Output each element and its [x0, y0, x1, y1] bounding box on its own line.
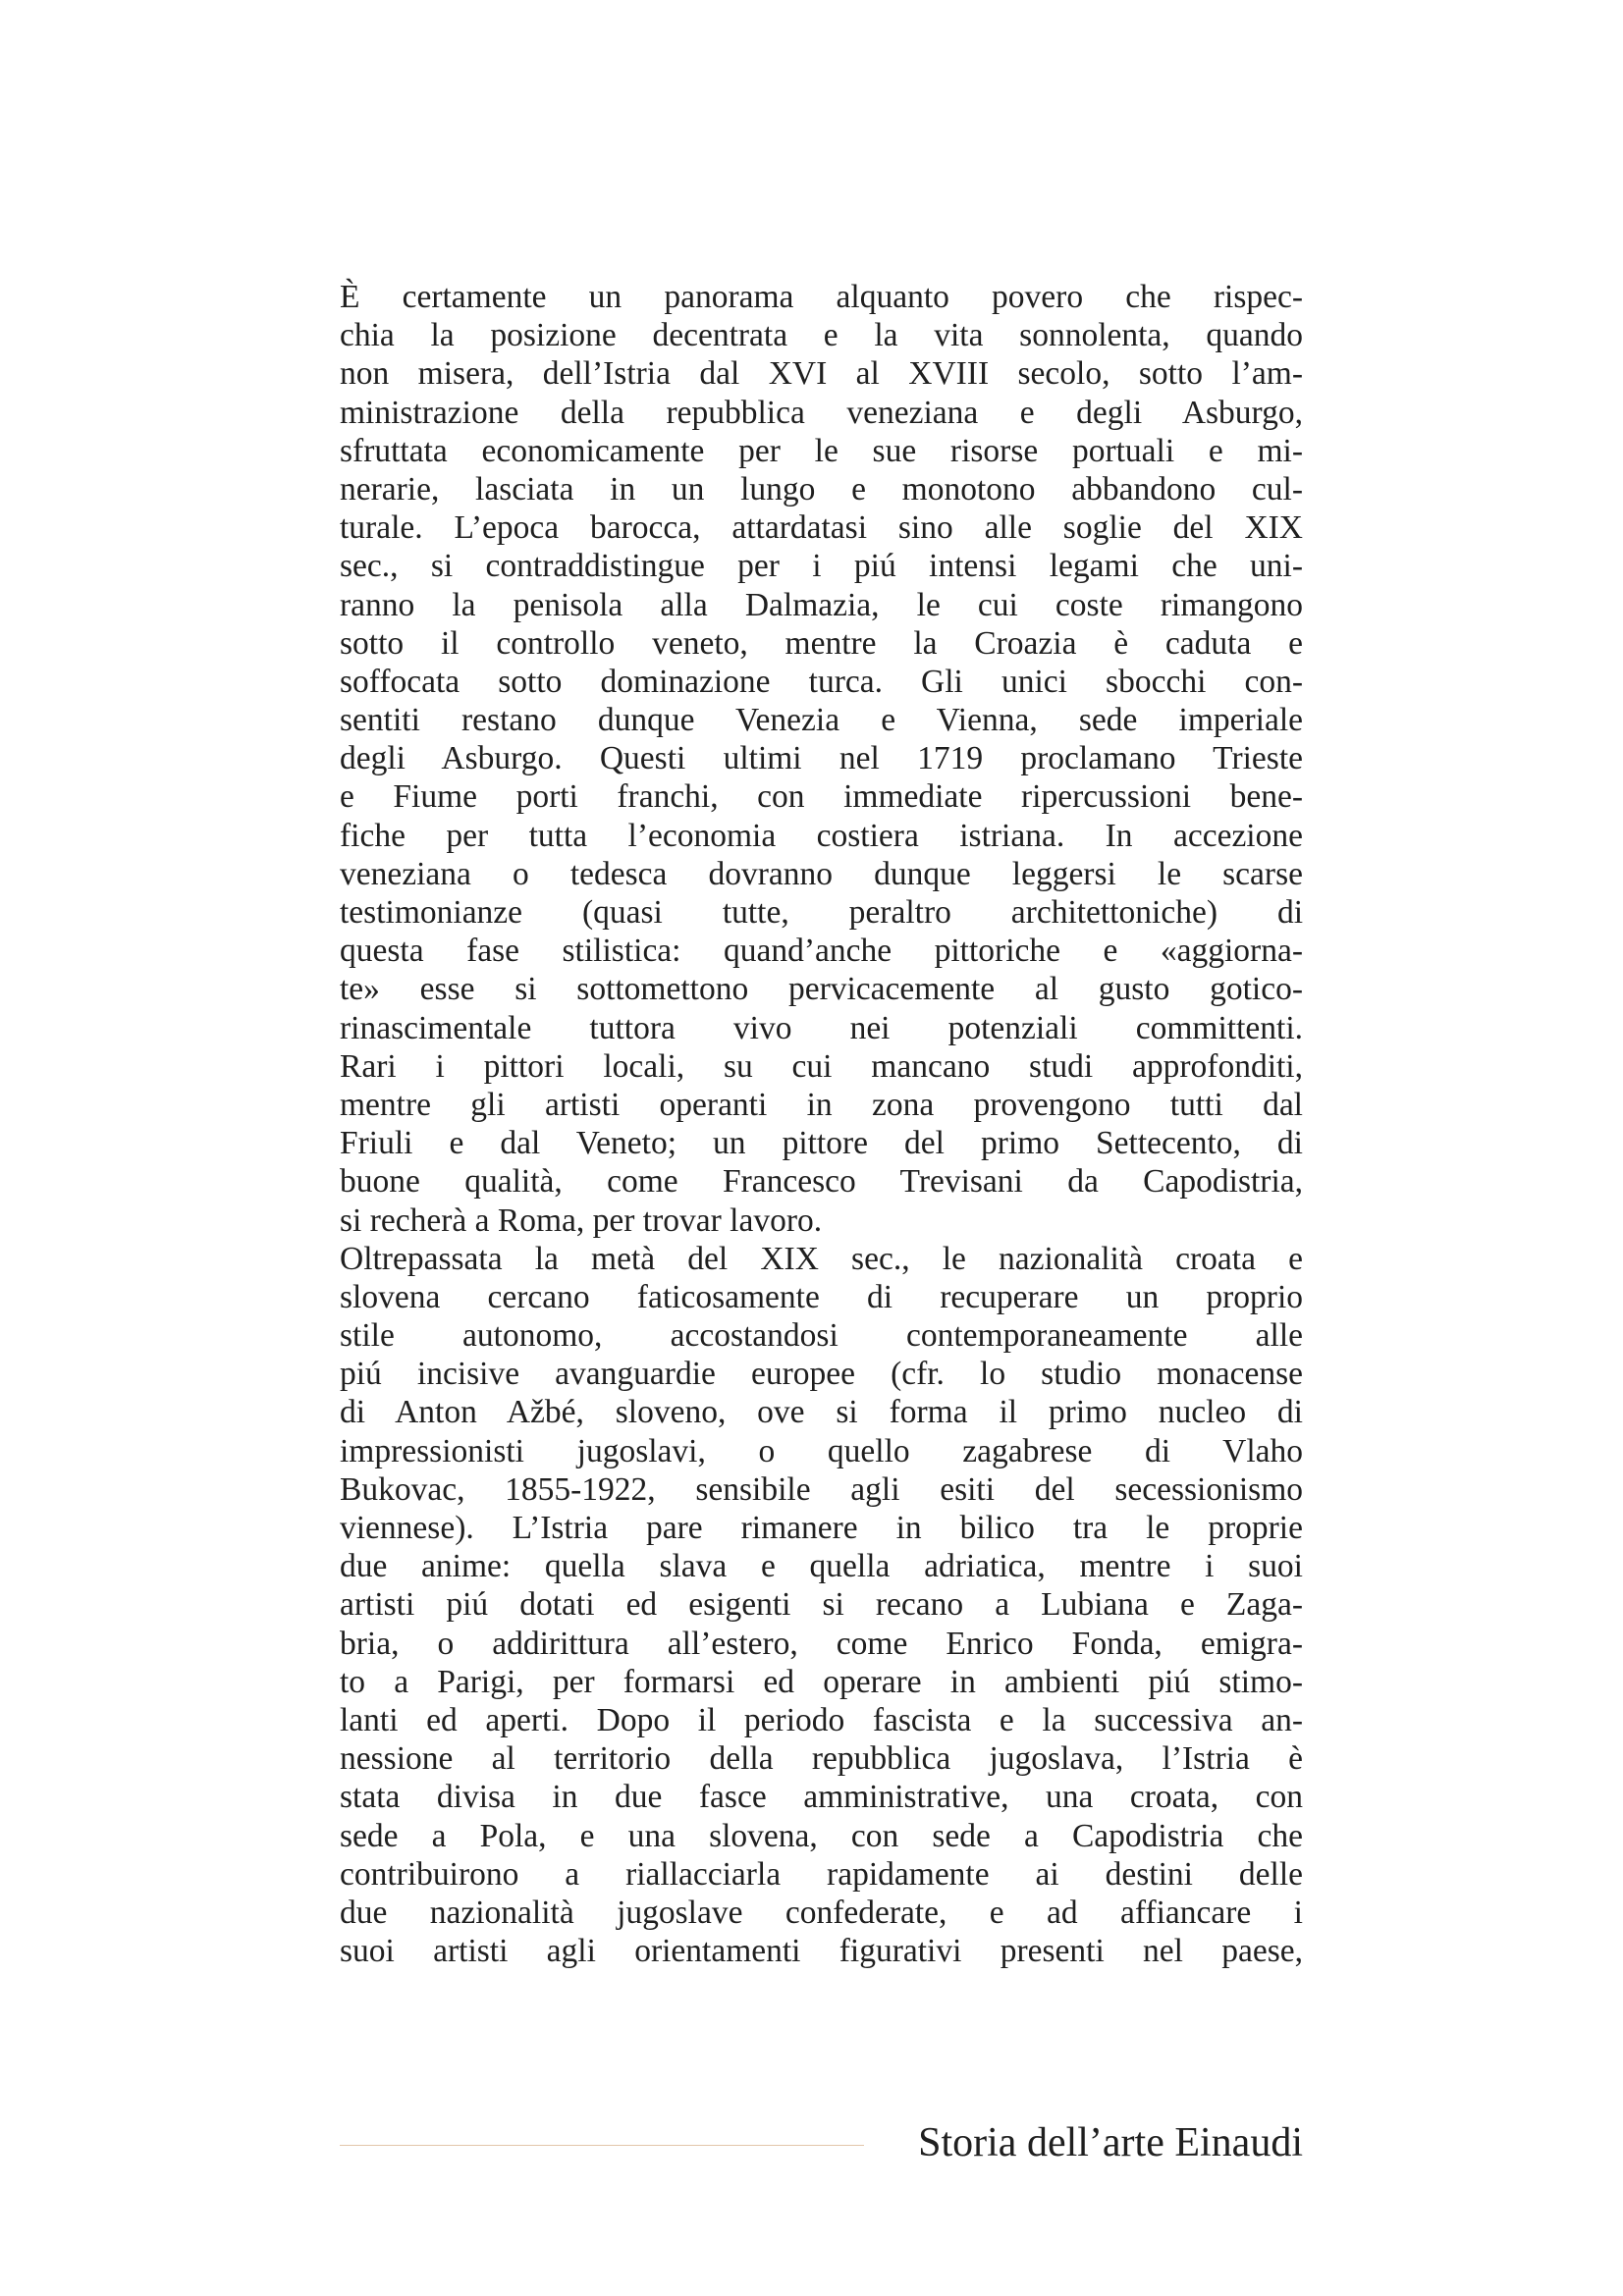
text-line-38: lanti ed aperti. Dopo il periodo fascista e la successiva an-: [340, 1701, 1303, 1738]
text-line-41: sede a Pola, e una slovena, con sede a Capodistria che: [340, 1817, 1303, 1854]
text-line-40: stata divisa in due fasce amministrative, una croata, con: [340, 1779, 1303, 1816]
text-line-23: Friuli e dal Veneto; un pittore del primo Settecento, di: [340, 1125, 1303, 1162]
text-line-10: sotto il controllo veneto, mentre la Croazia è caduta e: [340, 624, 1303, 662]
text-line-15: fiche per tutta l’economia costiera istriana. In accezione: [340, 817, 1303, 854]
text-line-1: È certamente un panorama alquanto povero che rispec-: [340, 279, 1303, 315]
text-line-16: veneziana o tedesca dovranno dunque leggersi le scarse: [340, 855, 1303, 892]
body-text: [340, 278, 1303, 1970]
text-line-30: di Anton Ažbé, sloveno, ove si forma il primo nucleo di: [340, 1394, 1303, 1431]
text-line-5: sfruttata economicamente per le sue risorse portuali e mi-: [340, 432, 1303, 469]
text-line-6: nerarie, lasciata in un lungo e monotono abbandono cul-: [340, 470, 1303, 507]
text-line-35: artisti piú dotati ed esigenti si recano a Lubiana e Zaga-: [340, 1586, 1303, 1624]
text-line-8: sec., si contraddistingue per i piú intensi legami che uni-: [340, 548, 1303, 585]
text-line-21: Rari i pittori locali, su cui mancano studi approfonditi,: [340, 1047, 1303, 1085]
text-line-36: bria, o addirittura all’estero, come Enrico Fonda, emigra-: [340, 1625, 1303, 1662]
text-line-11: soffocata sotto dominazione turca. Gli unici sbocchi con-: [340, 663, 1303, 700]
text-line-24: buone qualità, come Francesco Trevisani da Capodistria,: [340, 1163, 1303, 1201]
text-line-9: ranno la penisola alla Dalmazia, le cui coste rimangono: [340, 586, 1303, 623]
text-line-7: turale. L’epoca barocca, attardatasi sino alle soglie del XIX: [340, 509, 1303, 547]
text-line-20: rinascimentale tuttora vivo nei potenziali committenti.: [340, 1009, 1303, 1046]
text-line-3: non misera, dell’Istria dal XVI al XVIII secolo, sotto l’am-: [340, 355, 1303, 393]
text-line-26: Oltrepassata la metà del XIX sec., le nazionalità croata e: [340, 1240, 1303, 1277]
text-line-18: questa fase stilistica: quand’anche pittoriche e «aggiorna-: [340, 933, 1303, 970]
text-line-12: sentiti restano dunque Venezia e Vienna, sede imperiale: [340, 702, 1303, 739]
text-line-33: viennese). L’Istria pare rimanere in bilico tra le proprie: [340, 1510, 1303, 1546]
text-line-4: ministrazione della repubblica veneziana e degli Asburgo,: [340, 394, 1303, 431]
text-line-19: te» esse si sottomettono pervicacemente al gusto gotico-: [340, 971, 1303, 1008]
text-line-32: Bukovac, 1855-1922, sensibile agli esiti del secessionismo: [340, 1470, 1303, 1508]
text-line-13: degli Asburgo. Questi ultimi nel 1719 proclamano Trieste: [340, 740, 1303, 777]
text-line-31: impressionisti jugoslavi, o quello zagabrese di Vlaho: [340, 1432, 1303, 1469]
footer-publication-title: Storia dell’arte Einaudi: [918, 2120, 1303, 2165]
text-line-27: slovena cercano faticosamente di recuperare un proprio: [340, 1278, 1303, 1315]
text-line-43: due nazionalità jugoslave confederate, e ad affiancare i: [340, 1894, 1303, 1931]
text-line-2: chia la posizione decentrata e la vita sonnolenta, quando: [340, 317, 1303, 354]
text-line-22: mentre gli artisti operanti in zona provengono tutti dal: [340, 1086, 1303, 1123]
text-line-29: piú incisive avanguardie europee (cfr. lo studio monacense: [340, 1356, 1303, 1393]
text-line-28: stile autonomo, accostandosi contemporaneamente alle: [340, 1317, 1303, 1355]
text-line-34: due anime: quella slava e quella adriatica, mentre i suoi: [340, 1548, 1303, 1585]
text-line-42: contribuirono a riallacciarla rapidamente ai destini delle: [340, 1855, 1303, 1893]
text-line-25: si recherà a Roma, per trovar lavoro.: [340, 1201, 823, 1239]
text-line-39: nessione al territorio della repubblica jugoslava, l’Istria è: [340, 1740, 1303, 1778]
text-line-17: testimonianze (quasi tutte, peraltro architettoniche) di: [340, 894, 1303, 931]
text-line-37: to a Parigi, per formarsi ed operare in ambienti piú stimo-: [340, 1663, 1303, 1700]
text-line-44: suoi artisti agli orientamenti figurativi presenti nel paese,: [340, 1933, 1303, 1970]
text-line-14: e Fiume porti franchi, con immediate ripercussioni bene-: [340, 778, 1303, 816]
footer-divider: [340, 2145, 864, 2146]
